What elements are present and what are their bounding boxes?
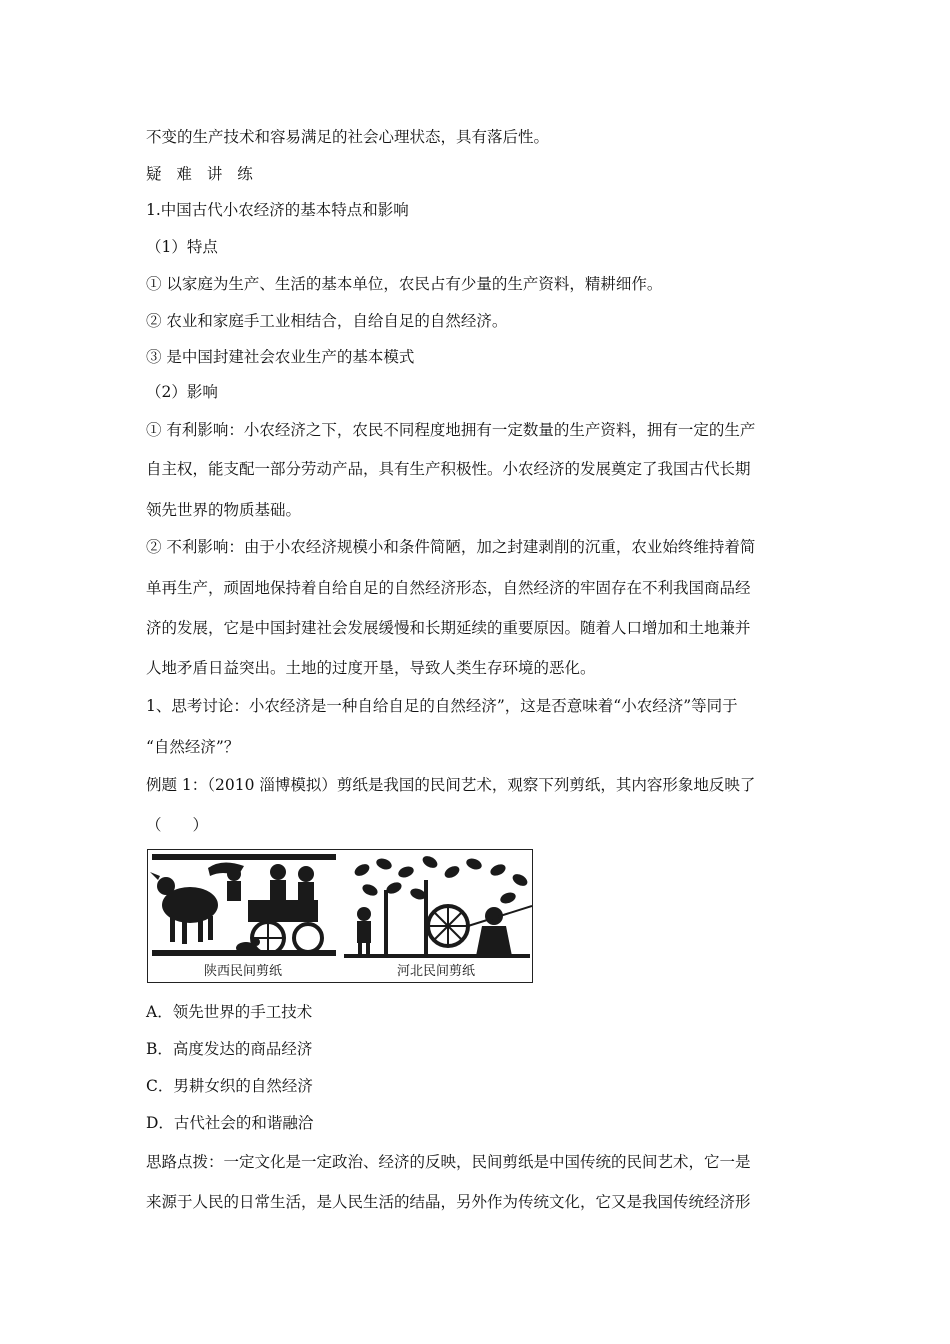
text-line: 不变的生产技术和容易满足的社会心理状态，具有落后性。 [146, 128, 550, 146]
text-line: 单再生产，顽固地保持着自给自足的自然经济形态，自然经济的牢固存在不利我国商品经 [146, 579, 751, 597]
discussion-question: 1、思考讨论：小农经济是一种自给自足的自然经济”，这是否意味着“小农经济”等同于 [146, 697, 738, 715]
text-line: 济的发展，它是中国封建社会发展缓慢和长期延续的重要原因。随着人口增加和土地兼并 [146, 619, 751, 637]
caption-shaanxi: 陕西民间剪纸 [203, 964, 282, 979]
text-line: ③ 是中国封建社会农业生产的基本模式 [146, 348, 415, 366]
text-line: ① 有利影响：小农经济之下，农民不同程度地拥有一定数量的生产资料，拥有一定的生产 [146, 421, 756, 439]
text-line: 领先世界的物质基础。 [146, 501, 302, 519]
answer-blank: （ ） [146, 816, 209, 834]
text-line: ① 以家庭为生产、生活的基本单位，农民占有少量的生产资料，精耕细作。 [146, 275, 663, 293]
text-line: “自然经济”？ [146, 738, 240, 756]
section-heading: 疑 难 讲 练 [146, 165, 258, 183]
option-a: A．领先世界的手工技术 [146, 1003, 313, 1021]
paper-cut-figure [147, 849, 533, 983]
text-line: 自主权，能支配一部分劳动产品，具有生产积极性。小农经济的发展奠定了我国古代长期 [146, 460, 751, 478]
analysis-line: 思路点拨：一定文化是一定政治、经济的反映，民间剪纸是中国传统的民间艺术，它一是 [146, 1153, 751, 1171]
option-c: C．男耕女织的自然经济 [146, 1077, 313, 1095]
analysis-line: 来源于人民的日常生活，是人民生活的结晶，另外作为传统文化，它又是我国传统经济形 [146, 1193, 751, 1211]
caption-hebei: 河北民间剪纸 [396, 964, 475, 979]
paper-cut-illustration [148, 850, 533, 962]
subheading-impact: （2）影响 [146, 383, 218, 401]
text-line: ② 农业和家庭手工业相结合，自给自足的自然经济。 [146, 312, 508, 330]
topic-heading: 1.中国古代小农经济的基本特点和影响 [146, 201, 409, 219]
option-b: B．高度发达的商品经济 [146, 1040, 313, 1058]
text-line: 人地矛盾日益突出。土地的过度开垦，导致人类生存环境的恶化。 [146, 659, 596, 677]
option-d: D．古代社会的和谐融洽 [146, 1114, 314, 1132]
subheading-features: （1）特点 [146, 238, 218, 256]
example-question: 例题 1：（2010 淄博模拟）剪纸是我国的民间艺术，观察下列剪纸，其内容形象地反映了 [146, 776, 756, 794]
text-line: ② 不利影响：由于小农经济规模小和条件简陋，加之封建剥削的沉重，农业始终维持着简 [146, 538, 756, 556]
